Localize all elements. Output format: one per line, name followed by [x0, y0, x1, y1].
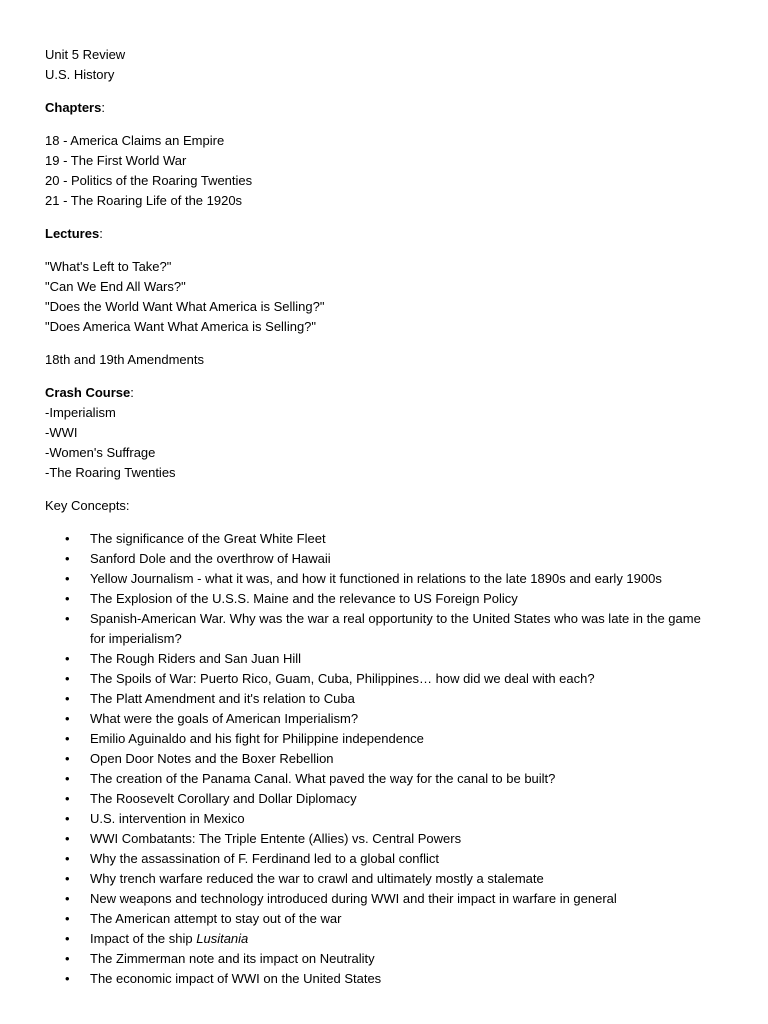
lectures-heading [45, 224, 723, 244]
crash-course-heading-text: Crash Course [45, 385, 131, 400]
list-item [45, 529, 718, 549]
list-item-text: The Platt Amendment and it's relation to Cuba [90, 691, 355, 706]
lecture-item: "Can We End All Wars?" [45, 279, 186, 294]
bullet-icon: • [65, 811, 70, 826]
bullet-icon: • [65, 671, 70, 686]
key-concepts-heading: Key Concepts: [45, 498, 130, 513]
chapter-item: 18 - America Claims an Empire [45, 133, 225, 148]
list-item-text: Why trench warfare reduced the war to crawl and ultimately mostly a stalemate [90, 871, 544, 886]
crash-course-item: -WWI [45, 425, 78, 440]
bullet-icon: • [65, 591, 70, 606]
list-item-text: The significance of the Great White Fleet [90, 531, 326, 546]
list-item-text: Yellow Journalism - what it was, and how it functioned in relations to the late 1890s and early 1900s [90, 571, 662, 586]
list-item [45, 909, 718, 929]
list-item-text: The creation of the Panama Canal. What paved the way for the canal to be built? [90, 771, 556, 786]
list-item-text: Emilio Aguinaldo and his fight for Philippine independence [90, 731, 424, 746]
list-item [45, 669, 718, 689]
bullet-icon: • [65, 931, 70, 946]
lectures-heading-text: Lectures [45, 226, 100, 241]
crash-course-item: -Women's Suffrage [45, 445, 156, 460]
list-item-text: Why the assassination of F. Ferdinand led to a global conflict [90, 851, 440, 866]
bullet-icon: • [65, 751, 70, 766]
lecture-item: "Does the World Want What America is Selling?" [45, 299, 325, 314]
list-item-text: Spanish-American War. Why was the war a real opportunity to the United States who was late in the game for imperialism? [90, 611, 701, 646]
doc-subject: U.S. History [45, 67, 115, 82]
lusitania-italic: Lusitania [196, 931, 249, 946]
list-item [45, 829, 718, 849]
bullet-icon: • [65, 831, 70, 846]
list-item-text: New weapons and technology introduced during WWI and their impact in warfare in general [90, 891, 617, 906]
bullet-icon: • [65, 871, 70, 886]
bullet-icon: • [65, 531, 70, 546]
doc-title: Unit 5 Review [45, 47, 126, 62]
bullet-icon: • [65, 711, 70, 726]
list-item-text: The economic impact of WWI on the United States [90, 971, 382, 986]
chapters-heading [45, 98, 723, 118]
list-item [45, 849, 718, 869]
bullet-icon: • [65, 911, 70, 926]
chapters-heading-colon: : [101, 100, 105, 115]
list-item [45, 729, 718, 749]
bullet-icon: • [65, 851, 70, 866]
chapters-heading-text: Chapters [45, 100, 102, 115]
list-item-text: Sanford Dole and the overthrow of Hawaii [90, 551, 331, 566]
crash-course-heading [45, 383, 723, 403]
lectures-heading-colon: : [99, 226, 103, 241]
list-item-text: The Roosevelt Corollary and Dollar Diplomacy [90, 791, 357, 806]
list-item-text: The Rough Riders and San Juan Hill [90, 651, 302, 666]
bullet-icon: • [65, 731, 70, 746]
bullet-icon: • [65, 971, 70, 986]
list-item [45, 649, 718, 669]
list-item-text: Impact of the ship [90, 931, 197, 946]
bullet-icon: • [65, 771, 70, 786]
list-item [45, 589, 718, 609]
bullet-icon: • [65, 571, 70, 586]
list-item-text: WWI Combatants: The Triple Entente (Allies) vs. Central Powers [90, 831, 462, 846]
crash-course-item: -The Roaring Twenties [45, 465, 176, 480]
list-item [45, 809, 718, 829]
list-item [45, 869, 718, 889]
list-item-text: The Spoils of War: Puerto Rico, Guam, Cuba, Philippines… how did we deal with each? [90, 671, 595, 686]
crash-course-item: -Imperialism [45, 405, 116, 420]
list-item-text: The Explosion of the U.S.S. Maine and the relevance to US Foreign Policy [90, 591, 518, 606]
key-concepts-list [45, 529, 723, 989]
list-item [45, 549, 718, 569]
list-item [45, 969, 718, 989]
list-item [45, 569, 718, 589]
list-item-text: Open Door Notes and the Boxer Rebellion [90, 751, 334, 766]
bullet-icon: • [65, 951, 70, 966]
list-item [45, 949, 718, 969]
list-item [45, 889, 718, 909]
chapter-item: 19 - The First World War [45, 153, 187, 168]
chapter-item: 20 - Politics of the Roaring Twenties [45, 173, 253, 188]
crash-course-heading-colon: : [130, 385, 134, 400]
list-item [45, 769, 718, 789]
bullet-icon: • [65, 611, 70, 626]
list-item [45, 689, 718, 709]
bullet-icon: • [65, 691, 70, 706]
bullet-icon: • [65, 651, 70, 666]
lecture-item: "Does America Want What America is Selling?" [45, 319, 317, 334]
lecture-item: "What's Left to Take?" [45, 259, 172, 274]
list-item-text: What were the goals of American Imperialism? [90, 711, 359, 726]
bullet-icon: • [65, 791, 70, 806]
chapter-item: 21 - The Roaring Life of the 1920s [45, 193, 243, 208]
bullet-icon: • [65, 891, 70, 906]
list-item-text: The American attempt to stay out of the war [90, 911, 342, 926]
list-item [45, 789, 718, 809]
amendments-line: 18th and 19th Amendments [45, 352, 205, 367]
list-item-text: U.S. intervention in Mexico [90, 811, 245, 826]
list-item-text: The Zimmerman note and its impact on Neutrality [90, 951, 375, 966]
list-item [45, 709, 718, 729]
bullet-icon: • [65, 551, 70, 566]
list-item [45, 749, 718, 769]
list-item [45, 609, 718, 649]
list-item [45, 929, 718, 949]
